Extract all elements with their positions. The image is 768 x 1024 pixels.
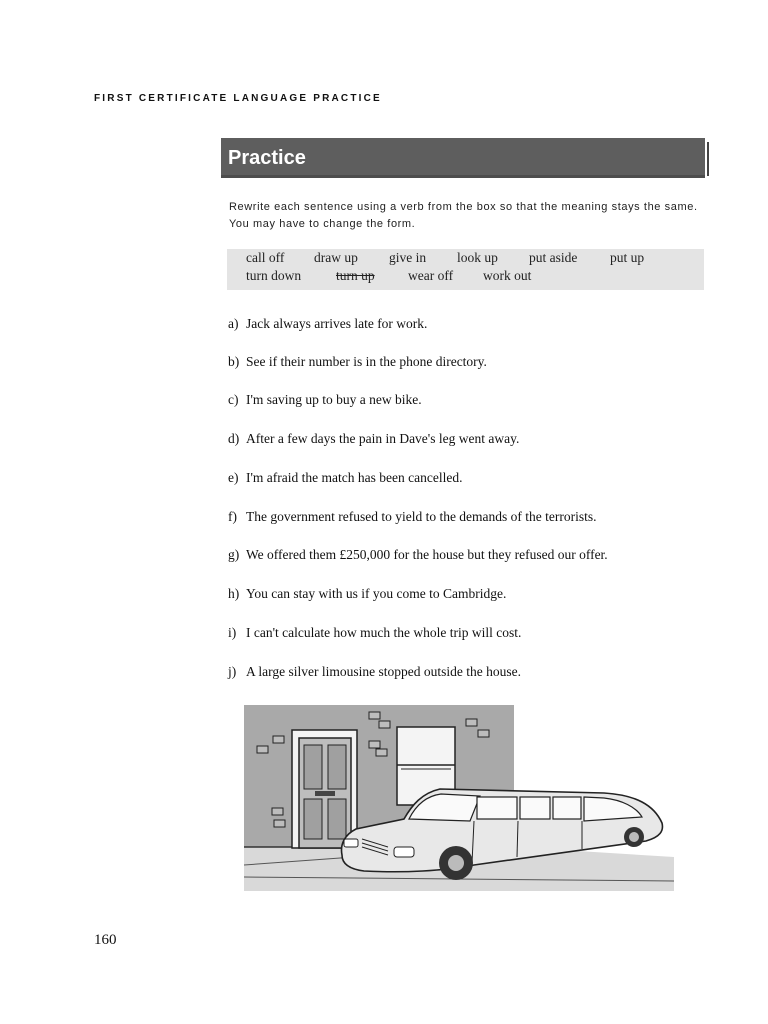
exercise-text: Jack always arrives late for work. <box>246 316 428 331</box>
exercise-f <box>228 509 597 525</box>
exercise-g <box>228 547 608 563</box>
exercise-letter: d) <box>228 431 240 446</box>
verb-put-up: put up <box>610 250 645 265</box>
verb-box <box>227 249 704 290</box>
exercise-letter: b) <box>228 354 240 369</box>
exercise-text: The government refused to yield to the demands of the terrorists. <box>246 509 597 524</box>
exercise-text: I'm afraid the match has been cancelled. <box>246 470 463 485</box>
exercise-text: We offered them £250,000 for the house but they refused our offer. <box>246 547 608 562</box>
verb-look-up: look up <box>457 250 498 265</box>
verb-turn-down: turn down <box>246 268 302 283</box>
running-head: FIRST CERTIFICATE LANGUAGE PRACTICE <box>94 93 382 104</box>
exercise-letter: e) <box>228 470 239 485</box>
exercise-c <box>228 392 422 408</box>
exercise-h <box>228 586 506 602</box>
exercise-text: See if their number is in the phone directory. <box>246 354 487 369</box>
exercise-letter: i) <box>228 625 237 640</box>
exercise-letter: j) <box>228 664 237 679</box>
exercise-text: I can't calculate how much the whole trip will cost. <box>246 625 522 640</box>
verb-turn-up-struck: turn up <box>336 268 375 283</box>
verb-wear-off: wear off <box>408 268 454 283</box>
banner-edge <box>707 142 709 176</box>
section-title: Practice <box>228 147 306 169</box>
exercise-text: I'm saving up to buy a new bike. <box>246 392 422 407</box>
page-number: 160 <box>94 932 117 948</box>
verb-call-off: call off <box>246 250 285 265</box>
exercise-letter: a) <box>228 316 239 331</box>
verb-give-in: give in <box>389 250 427 265</box>
exercise-b <box>228 354 487 370</box>
exercise-a <box>228 316 427 332</box>
verb-put-aside: put aside <box>529 250 578 265</box>
letterbox <box>315 791 335 796</box>
exercise-e <box>228 470 462 486</box>
exercise-i <box>228 625 521 641</box>
verb-draw-up: draw up <box>314 250 358 265</box>
verb-work-out: work out <box>483 268 532 283</box>
limousine-illustration <box>244 705 674 891</box>
practice-banner <box>221 138 705 178</box>
exercise-text: You can stay with us if you come to Cambridge. <box>246 586 507 601</box>
exercise-letter: h) <box>228 586 240 601</box>
exercise-text: After a few days the pain in Dave's leg went away. <box>246 431 520 446</box>
instructions: Rewrite each sentence using a verb from the box so that the meaning stays the same. You may have to change the form. <box>229 201 698 230</box>
exercise-letter: c) <box>228 392 239 407</box>
exercise-letter: g) <box>228 547 240 562</box>
exercise-d <box>228 431 519 447</box>
exercise-j <box>228 664 521 680</box>
exercise-text: A large silver limousine stopped outside the house. <box>246 664 521 679</box>
exercise-letter: f) <box>228 509 237 524</box>
